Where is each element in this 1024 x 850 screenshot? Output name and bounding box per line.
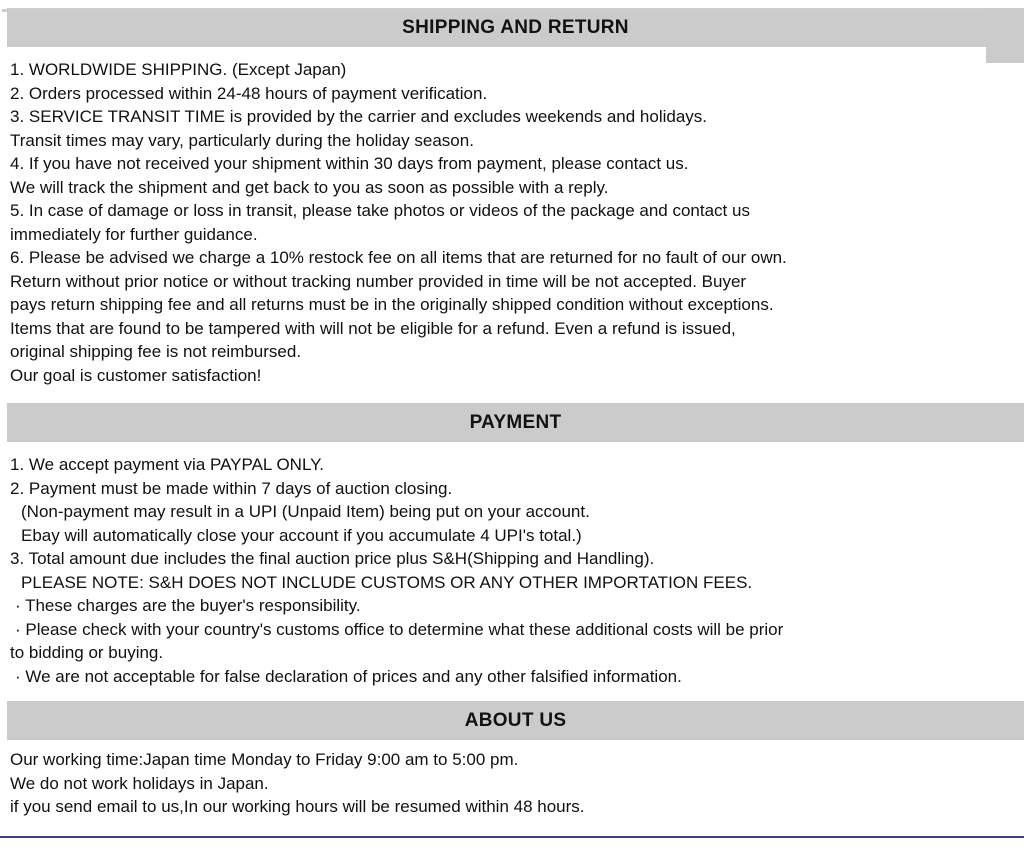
text-line: Return without prior notice or without tracking number provided in time will be not accepted. Buyer <box>10 271 747 291</box>
text-line: Our working time:Japan time Monday to Friday 9:00 am to 5:00 pm. <box>10 750 519 769</box>
text-line: if you send email to us,In our working hours will be resumed within 48 hours. <box>10 797 585 816</box>
text-line: PLEASE NOTE: S&H DOES NOT INCLUDE CUSTOMS OR ANY OTHER IMPORTATION FEES. <box>21 572 753 592</box>
listing-policy-page <box>0 8 1024 850</box>
text-line: 2. Payment must be made within 7 days of auction closing. <box>10 478 453 498</box>
section-heading: PAYMENT <box>469 411 562 433</box>
text-line: original shipping fee is not reimbursed. <box>10 342 302 361</box>
text-line: 3. Total amount due includes the final auction price plus S&H(Shipping and Handling). <box>10 549 655 568</box>
text-line: · These charges are the buyer's responsibility. <box>15 596 361 615</box>
payment-text <box>0 453 1024 688</box>
text-line: Items that are found to be tampered with will not be eligible for a refund. Even a refund is issued, <box>10 318 736 338</box>
text-line: 5. In case of damage or loss in transit, please take photos or videos of the package and contact us <box>10 201 750 220</box>
text-line: · We are not acceptable for false declaration of prices and any other falsified information. <box>15 666 682 686</box>
text-line: · Please check with your country's customs office to determine what these additional costs will be prior <box>15 619 784 639</box>
text-line: to bidding or buying. <box>10 643 164 662</box>
section-heading: ABOUT US <box>464 709 567 731</box>
section-header-payment <box>7 403 1024 442</box>
text-line: immediately for further guidance. <box>10 224 258 244</box>
text-line: We will track the shipment and get back to you as soon as possible with a reply. <box>10 177 609 197</box>
section-header-about-us <box>7 701 1024 740</box>
text-line: We do not work holidays in Japan. <box>10 773 269 793</box>
top-divider-strip <box>2 9 1012 12</box>
text-line: (Non-payment may result in a UPI (Unpaid Item) being put on your account. <box>21 502 590 521</box>
text-line: pays return shipping fee and all returns must be in the originally shipped condition without exceptions. <box>10 295 774 314</box>
text-line: Ebay will automatically close your account if you accumulate 4 UPI's total.) <box>21 525 582 545</box>
text-line: 6. Please be advised we charge a 10% restock fee on all items that are returned for no fault of our own. <box>10 248 787 267</box>
text-line: Our goal is customer satisfaction! <box>10 365 262 385</box>
text-line: 2. Orders processed within 24-48 hours of payment verification. <box>10 83 488 103</box>
text-line: Transit times may vary, particularly during the holiday season. <box>10 130 474 150</box>
top-right-gray-block <box>986 8 1024 63</box>
section-heading: SHIPPING AND RETURN <box>402 16 629 38</box>
bottom-divider-line <box>0 836 1024 838</box>
about-us-text <box>0 748 1024 819</box>
section-header-shipping-and-return <box>7 8 1024 47</box>
text-line: 3. SERVICE TRANSIT TIME is provided by the carrier and excludes weekends and holidays. <box>10 107 708 126</box>
text-line: 1. We accept payment via PAYPAL ONLY. <box>10 455 325 474</box>
text-line: 4. If you have not received your shipment within 30 days from payment, please contact us. <box>10 154 689 173</box>
shipping-and-return-text <box>0 58 1024 387</box>
text-line: 1. WORLDWIDE SHIPPING. (Except Japan) <box>10 60 347 79</box>
